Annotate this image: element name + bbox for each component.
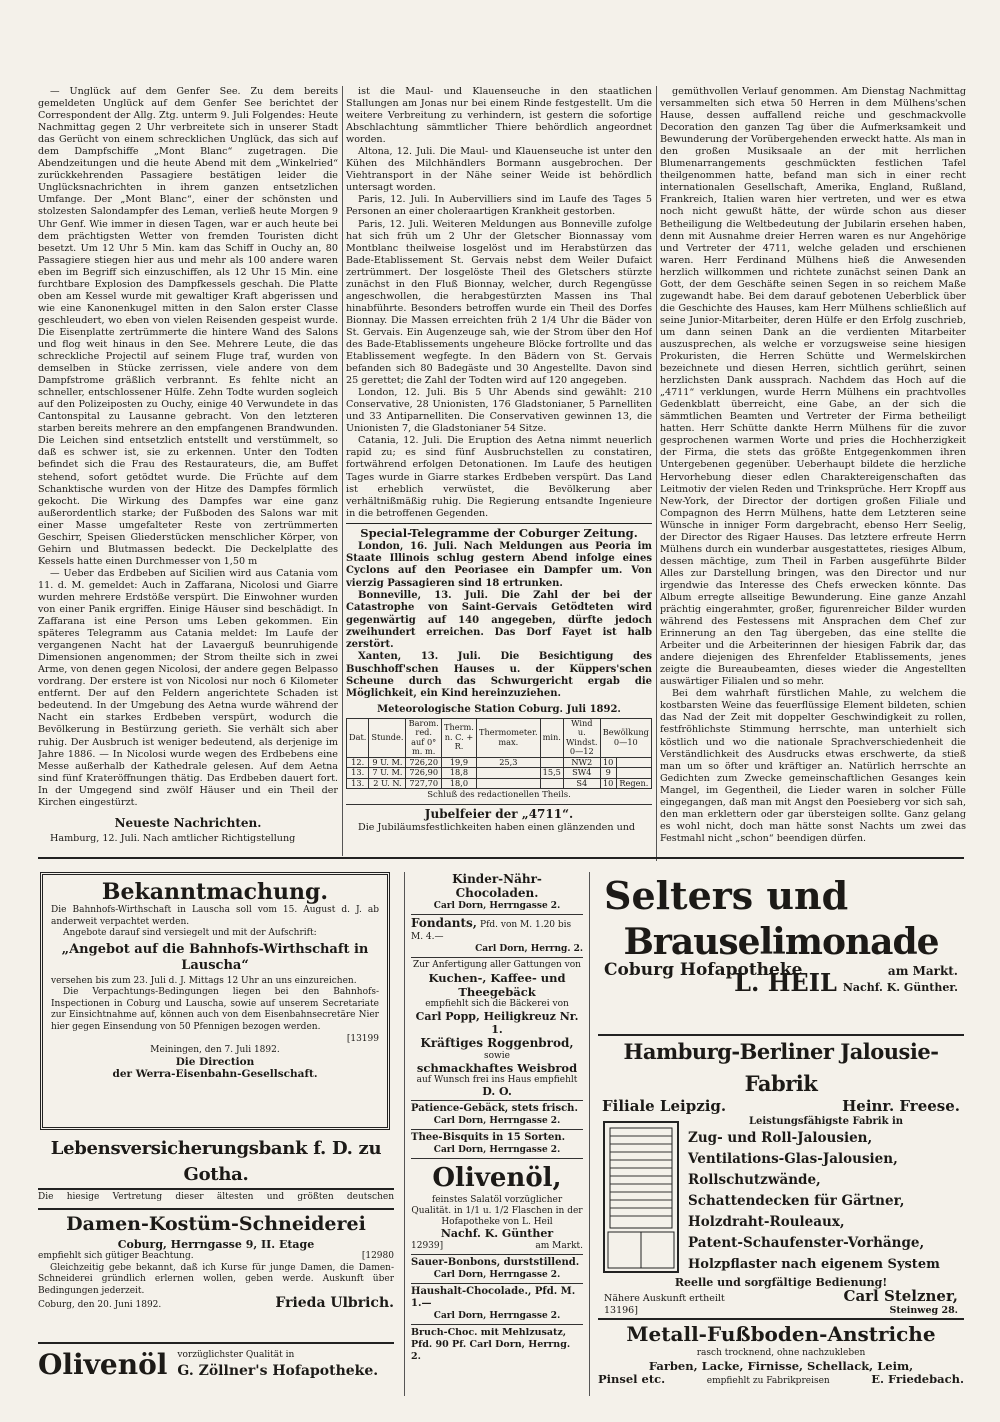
- list-item: Zug- und Roll-Jalousien,: [688, 1130, 873, 1146]
- ad-text: Die Verpachtungs-Bedingungen liegen bei den Bahnhofs-Inspectionen in Coburg und Lauscha, sowie auf unserem Secretariate zur Einsichtnahme auf, können auch von dem Eisenbahnsecretäre Nier hier gegen Einsendung von 50 Pfennigen bezogen werden.: [51, 987, 379, 1032]
- ad-text: feinstes Salatöl vorzüglicher Qualität. in 1/1 u. 1/2 Flaschen in der Hofapotheke von L. Heil: [411, 1195, 583, 1227]
- weather-col-head: min.: [540, 718, 563, 757]
- jubilee-text-start: Die Jubiläumsfestlichkeiten haben einen glänzenden und: [358, 822, 636, 834]
- jalousie-window-icon: [598, 1116, 684, 1276]
- table-cell: 10: [600, 778, 616, 789]
- list-item: Schattendecken für Gärtner,: [688, 1193, 905, 1209]
- article-hamburg-cont: ist die Maul- und Klauenseuche in den staatlichen Stallungen am Jonas nur bei einem Rinde festgestellt. Um die weitere Verbreitung zu verhindern, ist gestern die sofortige Abschlachtung sämmtlicher Thiere behördlich angeordnet worden.: [346, 86, 652, 146]
- ad-text: Pfd. von M. 1.20 bis M. 4.—: [411, 920, 572, 942]
- table-cell: 9 U. M.: [369, 757, 406, 768]
- table-cell: 726,90: [406, 768, 441, 779]
- article-altona: Altona, 12. Juli. Die Maul- und Klauenseuche ist unter den Kühen des Milchhändlers Bormann ausgebrochen. Der Viehtransport in der Nähe seiner Weide ist behördlich untersagt worden.: [346, 146, 652, 194]
- ad-text: sowie: [484, 1051, 510, 1061]
- ad-name: Carl Dorn, Herrng. 2.: [475, 944, 583, 954]
- ad-text: am Markt.: [535, 1241, 583, 1251]
- ad-text: Nähere Auskunft ertheilt: [604, 1293, 725, 1304]
- editorial-end-note: Schluß des redactionellen Theils.: [427, 790, 571, 801]
- ad-metall-fussboden: [598, 1318, 964, 1398]
- ad-row: [38, 1251, 394, 1263]
- ad-number: [13199: [346, 1034, 379, 1044]
- ad-title: Olivenöl: [38, 1348, 168, 1381]
- ad-title: Haushalt-Chocolade., Pfd. M. 1.—: [411, 1286, 576, 1309]
- ad-selters: [598, 872, 964, 1032]
- ad-name: D. O.: [482, 1085, 512, 1098]
- ad-olivenoel-zoellner: [38, 1342, 394, 1390]
- telegram-bonneville: Bonneville, 13. Juli. Die Zahl der bei der Catastrophe von Saint-Gervais Getödteten wird gegenwärtig auf 140 angegeben, dürfte jedoch zweihundert erreichen. Das Dorf Fayet ist halb zerstört.: [346, 589, 652, 651]
- table-cell: 7 U. M.: [369, 768, 406, 779]
- ad-lebensversicherung: [38, 1136, 394, 1204]
- ad-body: [598, 1116, 964, 1276]
- divider: [346, 804, 652, 805]
- ad-text: Gleichzeitig gebe bekannt, daß ich Kurse für junge Damen, die Damen-Schneiderei gründlich erlernen wollen, geben werde. Auskunft über Bedingungen jederzeit.: [38, 1262, 394, 1296]
- ad-title: Lebensversicherungsbank f. D. zu Gotha.: [38, 1136, 394, 1190]
- column-2: [346, 86, 652, 856]
- ad-quote: „Angebot auf die Bahnhofs-Wirthschaft in Lauscha“: [61, 941, 369, 973]
- table-cell: SW4: [563, 768, 600, 779]
- table-cell: 9: [600, 768, 616, 779]
- table-cell: 18,8: [441, 768, 476, 779]
- ad-text: empfiehlt sich gütiger Beachtung.: [38, 1251, 194, 1261]
- ad-title: Kinder-Nähr-Chocoladen.: [452, 872, 542, 900]
- article-geneva-accident: — Unglück auf dem Genfer See. Zu dem bereits gemeldeten Unglück auf dem Genfer See berichtet der Correspondent der Allg. Ztg. unterm 9. Juli Folgendes: Heute Nachmittag gegen 2 Uhr verbreitete sich in unserer Stadt das Gerücht von einem schrecklichen Unglück, das sich auf dem Dampfschiffe „Mont Blanc“ zugetragen. Die Abendzeitungen und die heute Abend mit dem „Winkelried“ zurückkehrenden Passagiere bestätigen leider die Unglücksnachrichten in ihrem ganzen entsetzlichen Umfange. Der „Mont Blanc“, einer der schönsten und stolzesten Salondampfer des Leman, verließ heute Morgen 9 Uhr Genf. Wie immer in diesen Tagen, war er auch heute bei dem prächtigsten Wetter von fremden Touristen dicht besetzt. Um 12 Uhr 5 Min. kam das Schiff in Ouchy an, 80 Passagiere stiegen hier aus und mehr als 100 andere waren eben im Begriff sich einzuschiffen, als 12 Uhr 15 Min. eine furchtbare Explosion des Dampfkessels geschah. Die Platte oben am Kessel wurde mit gewaltiger Kraft abgerissen und wie eine Kanonenkugel mitten in den Salon erster Classe geschleudert, wo eben von vielen Reisenden gespeist wurde. Die Eisenplatte zertrümmerte die hintere Wand des Salons und flog weit hinaus in den See. Mehrere Leute, die das schreckliche Projectil auf seinem Fluge traf, wurden von demselben in Stücke zerrissen, viele andere von dem Dampfstrome gräßlich verbrannt. Es fehlte nicht an schneller, entschlossener Hülfe. Zehn Todte wurden sogleich auf den Polizeiposten zu Ouchy, einige 40 Verwundete in das Cantonspital zu Lausanne gebracht. Von den letzteren starben bereits mehrere an den empfangenen Brandwunden. Die Leichen sind entsetzlich entstellt und verstümmelt, so daß es schwer ist, sie zu erkennen. Unter den Todten befindet sich die Frau des Restaurateurs, die, am Buffet stehend, sofort getödtet wurde. Die Früchte auf dem Schanktische wurden von der Hitze des Dampfes förmlich gekocht. Die Wirkung des Dampfes war eine ganz außerordentlich starke; der Fußboden des Salons war mit einer Masse umgefalteter Reste von zertrümmerten Geschirr, Speisen Gliederstücken menschlicher Körper, von Gehirn und Blutmassen bedeckt. Die Deckelplatte des Kessels hatte einen Durchmesser von 1,50 m: [38, 86, 338, 567]
- ad-title: Selters und: [604, 873, 849, 918]
- ad-title: Bekanntmachung.: [101, 879, 329, 905]
- jubilee-text-2: Bei dem wahrhaft fürstlichen Mahle, zu welchem die kostbarsten Weine das feuerflüssige Element bildeten, schien das Nad der Zeit mit doppelter Geschwindigkeit zu rollen, festfröhlichste Stimmung herrschte, man unterhielt sich köstlich und wo die nationale Sprachverschiedenheit die Verständlichkeit des Ausdrucks etwas erschwerte, da stieß man um so öfter und kräftiger an. Natürlich herrschte an Gedichten zum Zwecke gemeinschaftlichen Gesanges kein Mangel, im Gegentheil, die Lieder waren in solcher Fülle eingegangen, daß man mit Angst den Poesieberg vor sich sah, den man erklettern oder gar übersteigen sollte. Ganz gelang es wohl nicht, doch man hätte sonst Nachts um zwei das Festmahl nicht „schon“ beendigen dürfen.: [660, 688, 966, 844]
- ad-text: am Markt.: [887, 964, 958, 978]
- column-1: [38, 86, 338, 846]
- ad-date: Meiningen, den 7. Juli 1892.: [150, 1045, 280, 1055]
- ad-name: Carl Dorn, Herrngasse 2.: [433, 1116, 561, 1126]
- ad-title: Sauer-Bonbons, durststillend.: [411, 1257, 580, 1268]
- divider: [411, 957, 583, 958]
- table-cell: 19,9: [441, 757, 476, 768]
- ad-row: [38, 1297, 394, 1311]
- telegram-heading: Special-Telegramme der Coburger Zeitung.: [346, 523, 652, 539]
- ad-signature: Die Direction: [175, 1056, 255, 1068]
- table-row: [347, 768, 652, 779]
- column-rule: [656, 86, 657, 861]
- weather-col-head: Barom. red. auf 0° m. m.: [406, 718, 441, 757]
- column-3: [660, 86, 966, 861]
- weather-table-title: Meteorologische Station Coburg. Juli 1892.: [377, 703, 621, 715]
- ad-damen-schneiderei: [38, 1208, 394, 1338]
- ad-signature: der Werra-Eisenbahn-Gesellschaft.: [112, 1068, 318, 1080]
- ad-title: Olivenöl,: [432, 1163, 562, 1193]
- ad-text: versehen bis zum 23. Juli d. J. Mittags 12 Uhr an uns einzureichen.: [51, 975, 357, 986]
- table-cell: 2 U. N.: [369, 778, 406, 789]
- divider: [411, 1254, 583, 1255]
- article-hamburg: Hamburg, 12. Juli. Nach amtlicher Richtigstellung: [50, 832, 296, 844]
- ad-title: Brauselimonade: [623, 921, 939, 963]
- ad-jalousie: [598, 1034, 964, 1316]
- table-cell: 727,70: [406, 778, 441, 789]
- table-cell: 726,20: [406, 757, 441, 768]
- ad-text: Reelle und sorgfältige Bedienung!: [674, 1276, 888, 1289]
- ad-number: 12939]: [411, 1241, 444, 1251]
- list-item: Holzpflaster nach eigenem System: [688, 1257, 940, 1272]
- ad-highlight: schmackhaftes Weisbrod: [416, 1061, 578, 1075]
- ad-bekanntmachung: [40, 872, 390, 1130]
- ad-text: Pinsel etc.: [598, 1372, 666, 1386]
- article-catania: Catania, 12. Juli. Die Eruption des Aetna nimmt neuerlich rapid zu; es sind fünf Ausbruchstellen zu constatiren, fortwährend erfolgen Detonationen. Im Laufe des heutigen Tages wurde in Giarre starkes Erdbeben verspürt. Das Land ist erheblich verwüstet, die Bevölkerung aber verhältnißmäßig ruhig. Die Regierung entsandte Ingenieure in die betroffenen Gegenden.: [346, 435, 652, 519]
- ad-title: Fondants,: [411, 916, 477, 930]
- ad-title: Bruch-Choc. mit Mehlzusatz, Pfd. 90 Pf. Carl Dorn, Herrng. 2.: [411, 1327, 571, 1362]
- ad-row: [598, 1373, 964, 1387]
- ad-text: Die Bahnhofs-Wirthschaft in Lauscha soll vom 15. August d. J. ab anderweit verpachtet werden.: [51, 905, 379, 927]
- table-cell: [540, 778, 563, 789]
- ad-text: empfiehlt zu Fabrikpreisen: [706, 1376, 830, 1386]
- jubilee-heading: Jubelfeier der „4711“.: [424, 807, 574, 822]
- ad-name: Nachf. K. Günther: [440, 1227, 554, 1240]
- article-paris-2: Paris, 12. Juli. Weiteren Meldungen aus Bonneville zufolge hat sich früh um 2 Uhr der Gletscher Bionnassay vom Montblanc theilweise losgelöst und im Herabstürzen das Bade-Etablissement St. Gervais nebst dem Weiler Dufaict zertrümmert. Der losgelöste Theil des Gletschers stürzte zunächst in den Fluß Bionnay, welcher, durch Regengüsse angeschwollen, die herabgestürzten Massen ins Thal hinabführte. Besonders betroffen wurde ein Theil des Dorfes Bionnay. Die Massen erreichten früh 2 1/4 Uhr die Bäder von St. Gervais. Ein Augenzeuge sah, wie der Strom über den Hof des Bade-Etablissements ungeheure Blöcke fortrollte und das Etablissement wegfegte. In den Bädern von St. Gervais befanden sich 80 Badegäste und 30 Angestellte. Davon sind 25 gerettet; die Zahl der Todten wird auf 120 angegeben.: [346, 218, 652, 387]
- ad-text: Zur Anfertigung aller Gattungen von: [413, 960, 581, 970]
- ad-row: [598, 1287, 964, 1305]
- ad-name: Carl Dorn, Herrngasse 2.: [433, 1311, 561, 1321]
- ad-text: Die hiesige Vertretung dieser ältesten und größten deutschen: [38, 1192, 394, 1202]
- ad-address: Coburg, Herrngasse 9, II. Etage: [117, 1238, 315, 1251]
- ad-text: Coburg Hofapotheke: [604, 960, 803, 980]
- table-cell: 18,0: [441, 778, 476, 789]
- ad-name: Carl Dorn, Herrngasse 2.: [433, 901, 561, 911]
- divider: [411, 914, 583, 915]
- list-item: Rollschutzwände,: [688, 1172, 821, 1188]
- ad-highlight: Kräftiges Roggenbrod,: [420, 1036, 574, 1050]
- ad-highlight: Kuchen-, Kaffee- und Theegebäck: [428, 971, 566, 999]
- advertising-divider: [38, 857, 964, 859]
- ad-column-middle: [404, 872, 590, 1396]
- divider: [411, 1324, 583, 1325]
- ad-title: Hamburg-Berliner Jalousie-Fabrik: [623, 1039, 939, 1096]
- weather-table-header: [347, 718, 652, 757]
- ad-text: Farben, Lacke, Firnisse, Schellack, Leim,: [648, 1359, 914, 1373]
- list-item: Holzdraht-Rouleaux,: [688, 1214, 845, 1230]
- table-cell: 15,5: [540, 768, 563, 779]
- ad-name: Carl Dorn, Herrngasse 2.: [433, 1145, 561, 1155]
- table-cell: 13.: [347, 768, 369, 779]
- ad-address: Steinweg 28.: [889, 1305, 958, 1316]
- article-sicily-earthquake: — Ueber das Erdbeben auf Sicilien wird aus Catania vom 11. d. M. gemeldet: Auch in Zaffarana, Nicolosi und Giarre wurden mehrere Erdstöße verspürt. Die Einwohner wurden von einer Panik ergriffen. Einige Häuser sind beschädigt. In Zaffarana ist eine Person ums Leben gekommen. Ein späteres Telegramm aus Catania meldet: Im Laufe der vergangenen Nacht hat der Lavaerguß beunruhigende Dimensionen angenommen; der Strom theilte sich in zwei Arme, von denen gegen Nicolosi, der andere gegen Belpasso vordrang. Der erstere ist von Nicolosi nur noch 6 Kilometer entfernt. Der auf den Feldern angerichtete Schaden ist bedeutend. In der Umgebung des Aetna wurde während der Nacht ein starkes Erdbeben verspürt, wodurch die Bevölkerung in Bestürzung gerieth. Sie verhält sich aber ruhig. Der Ausbruch ist weniger bedeutend, als derjenige im Jahre 1886. — In Nicolosi wurde wegen des Erdbebens eine Messe außerhalb der Kathedrale gelesen. Auf dem Aetna sind fünf Krateröffnungen thätig. Das Erdbeben dauert fort. In der Umgegend sind zwölf Häuser und ein Theil der Kirchen eingestürzt.: [38, 567, 338, 808]
- column-rule: [342, 86, 343, 856]
- ad-text: Angebote darauf sind versiegelt und mit der Aufschrift:: [63, 928, 317, 938]
- list-item: Ventilations-Glas-Jalousien,: [688, 1151, 898, 1167]
- table-cell: 13.: [347, 778, 369, 789]
- table-cell: [477, 768, 541, 779]
- ad-fondants: [411, 917, 583, 943]
- ad-title: Damen-Kostüm-Schneiderei: [66, 1213, 366, 1235]
- ad-name: Carl Stelzner,: [843, 1287, 958, 1305]
- ad-list: [688, 1116, 964, 1276]
- table-cell: [616, 768, 651, 779]
- ad-name: Frieda Ulbrich.: [275, 1295, 394, 1311]
- ad-name: L. HEIL: [734, 968, 837, 997]
- divider: [411, 1283, 583, 1284]
- ad-row: [38, 1344, 394, 1386]
- ad-text: auf Wunsch frei ins Haus empfiehlt: [416, 1075, 578, 1085]
- telegram-block: [346, 541, 652, 701]
- ad-text: Nachf. K. Günther.: [842, 981, 958, 994]
- weather-col-head: Dat.: [347, 718, 369, 757]
- table-cell: NW2: [563, 757, 600, 768]
- table-cell: S4: [563, 778, 600, 789]
- ad-row: [411, 1240, 583, 1252]
- telegram-xanten: Xanten, 13. Juli. Die Besichtigung des Buschhoff'schen Hauses u. der Küppers'schen Scheune durch das Schwurgericht ergab die Möglichkeit, ein Kind hereinzuziehen.: [346, 651, 652, 700]
- ad-title: Metall-Fußboden-Anstriche: [626, 1322, 936, 1346]
- ad-text: vorzüglichster Qualität in: [177, 1349, 295, 1360]
- section-heading-latest-news: Neueste Nachrichten.: [114, 815, 262, 830]
- ad-text: empfiehlt sich die Bäckerei von: [425, 999, 569, 1009]
- weather-col-head: Therm. n. C. + R.: [441, 718, 476, 757]
- ad-title: Patience-Gebäck, stets frisch.: [411, 1103, 578, 1114]
- ad-row: [598, 1305, 964, 1316]
- divider: [411, 1129, 583, 1130]
- weather-table: [346, 718, 652, 790]
- table-cell: 12.: [347, 757, 369, 768]
- divider: [411, 1100, 583, 1101]
- telegram-london: London, 16. Juli. Nach Meldungen aus Peoria im Staate Illinois schlug gestern Abend infolge eines Cyclons auf den Peoriasee ein Dampfer um. Von vierzig Passagieren sind 18 ertrunken.: [346, 540, 652, 589]
- weather-col-head: Wind u. Windst. 0—12: [563, 718, 600, 757]
- ad-name: Carl Popp, Heiligkreuz Nr. 1.: [415, 1010, 579, 1036]
- article-paris-1: Paris, 12. Juli. In Aubervilliers sind im Laufe des Tages 5 Personen an einer choleraartigen Krankheit gestorben.: [346, 194, 652, 218]
- divider: [411, 1158, 583, 1159]
- ad-number: [12980: [361, 1251, 394, 1261]
- table-cell: 25,3: [477, 757, 541, 768]
- ad-title: Thee-Bisquits in 15 Sorten.: [411, 1132, 566, 1143]
- table-cell: 10: [600, 757, 616, 768]
- weather-col-head: Stunde.: [369, 718, 406, 757]
- ad-name: E. Friedebach.: [871, 1372, 964, 1386]
- ad-illustration: [598, 1116, 688, 1276]
- table-row: [347, 778, 652, 789]
- ad-date: Coburg, den 20. Juni 1892.: [38, 1300, 162, 1310]
- article-london: London, 12. Juli. Bis 5 Uhr Abends sind gewählt: 210 Conservative, 28 Unionisten, 176 Gladstonianer, 5 Parnelliten und 33 Antiparnelliten. Die Conservativen gewinnen 13, die Unionisten 7, die Gladstonianer 54 Sitze.: [346, 387, 652, 435]
- weather-col-head: Bewölkung 0—10: [600, 718, 651, 757]
- ad-text: rasch trocknend, ohne nachzukleben: [696, 1348, 866, 1358]
- table-cell: [477, 778, 541, 789]
- ad-text: Leistungsfähigste Fabrik in: [748, 1116, 904, 1127]
- weather-col-head: Thermometer. max.: [477, 718, 541, 757]
- ad-row: [598, 1097, 964, 1115]
- ad-name: Carl Dorn, Herrngasse 2.: [433, 1270, 561, 1280]
- ad-shop: G. Zöllner's Hofapotheke.: [177, 1362, 379, 1379]
- ad-name: Heinr. Freese.: [842, 1097, 960, 1115]
- ad-text: Filiale Leipzig.: [602, 1097, 727, 1115]
- table-row: [347, 757, 652, 768]
- jubilee-text: gemüthvollen Verlauf genommen. Am Dienstag Nachmittag versammelten sich etwa 50 Herren in dem Mülhens'schen Hause, dessen auffallend reiche und geschmackvolle Decoration den ganzen Tag über die Aufmerksamkeit und Bewunderung der Vorübergehenden erweckt hatte. Als man in den großen Musiksaale an der mit herrlichen Blumenarrangements geschmückten festlichen Tafel theilgenommen hatte, befand man sich in einer recht internationalen Gesellschaft, Amerika, England, Rußland, Frankreich, Italien waren hier vertreten, und wer es etwa noch nicht gewußt hätte, der würde schon aus dieser Betheiligung die Weltbedeutung der Jubilarin ersehen haben, denn mit Ausnahme dreier Herren waren es nur Angehörige und Vertreter der 4711, welche geladen und erschienen waren. Herr Ferdinand Mülhens hieß die Anwesenden herzlich willkommen und richtete zunächst seinen Dank an Gott, der dem Geschäfte seinen Segen in so reichem Maße zugewandt habe. Bei dem darauf gebotenen Ueberblick über die Geschichte des Hauses, kam Herr Mülhens schließlich auf seine Junior-Mitarbeiter, deren Hülfe er den Erfolg zuschrieb, um dann seinen Dank an die verdienten Mitarbeiter auszusprechen, als welche er vorzugsweise seine hiesigen Prokuristen, die Herren Schütte und Wermelskirchen bezeichnete und diesen Herren, sichtlich gerührt, seinen herzlichsten Dank aussprach. Nachdem das Hoch auf die „4711“ verklungen, wurde Herrn Mülhens ein prachtvolles Gedenkblatt überreicht, eine Gabe, an der sich die sämmtlichen Beamten und Vertreter der Firma betheiligt hatten. Herr Schütte dankte Herrn Mülhens für die zuvor gesprochenen warmen Worte und pries die Hochherzigkeit der Firma, die stets das größte Entgegenkommen ihren Untergebenen gegenüber. Ueberhaupt bildete die herzliche Hervorhebung dieser edlen Charaktereigenschaften das Leitmotiv der vielen Reden und Trinksprüche. Herr Kropff aus New-York, der Director der dortigen großen Filiale und Compagnon des Herrn Mülhens, hatte dem Letzteren seine Wünsche in inniger Form dargebracht, ebenso Herr Seelig, der Director des Rigaer Hauses. Das letztere erfreute Herrn Mülhens durch ein wunderbar ausgestattetes, riesiges Album, dessen mächtige, zum Theil in Farben ausgeführte Bilder Alles zur Darstellung bringen, was den Director und nur irgendwie das Interesse des Chefs erwecken könnte. Das Album erregte allseitige Bewunderung. Eine ganze Anzahl prächtig eingerahmter, großer, figurenreicher Bilder wurden während des Festessens mit Ansprachen dem Chef zur Erinnerung an den Tag übergeben, das eine stellte die Arbeiter und die Arbeiterinnen der hiesigen Fabrik dar, das andere diejenigen des Ehrenfelder Etablissements, jenes zeigte die Bureaubeamten, dieses wieder die Angestellten auswärtiger Filialen und so mehr.: [660, 86, 966, 688]
- ad-number: 13196]: [604, 1305, 638, 1316]
- list-item: Patent-Schaufenster-Vorhänge,: [688, 1235, 925, 1251]
- table-cell: [540, 757, 563, 768]
- ad-text-group: [177, 1350, 378, 1381]
- table-cell: [616, 757, 651, 768]
- table-cell: Regen.: [616, 778, 651, 789]
